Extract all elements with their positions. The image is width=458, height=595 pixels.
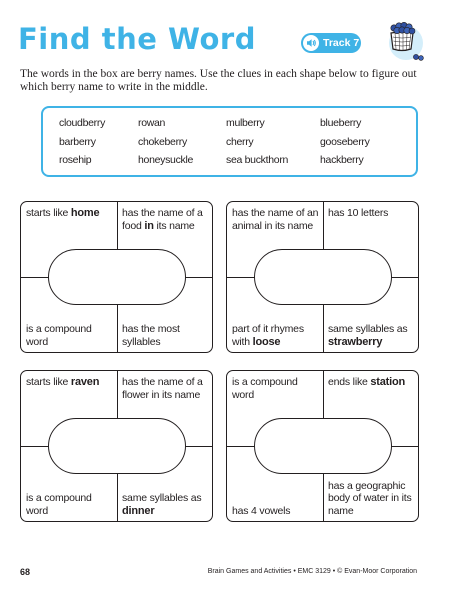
word-bank-item: cloudberry	[59, 117, 106, 129]
clue-top-right: ends like station	[328, 376, 406, 388]
clue-top-right: has the name of a food in its name	[122, 207, 203, 232]
word-bank-item: hackberry	[320, 154, 364, 166]
clue-top-left: starts like raven	[26, 376, 100, 388]
track-label: Track 7	[323, 37, 360, 49]
clue-bottom-right: has the most syllables	[122, 323, 180, 348]
clue-bottom-right: same syllables as dinner	[122, 492, 202, 517]
clue-top-left: is a compound word	[232, 376, 298, 401]
word-bank-item: chokeberry	[138, 136, 187, 148]
answer-oval[interactable]	[254, 249, 392, 305]
word-bank-item: mulberry	[226, 117, 265, 129]
page-number: 68	[20, 567, 31, 577]
word-bank-item: cherry	[226, 136, 254, 148]
audio-track-button[interactable]	[301, 33, 361, 53]
puzzle-2	[226, 201, 419, 353]
clue-top-right: has the name of a flower in its name	[122, 376, 203, 401]
clue-bottom-left: is a compound word	[26, 492, 92, 517]
answer-oval[interactable]	[254, 418, 392, 474]
puzzle-1	[20, 201, 213, 353]
clue-bottom-left: part of it rhymes with loose	[232, 323, 304, 348]
word-bank-item: honeysuckle	[138, 154, 194, 166]
puzzle-3	[20, 370, 213, 522]
clue-top-left: starts like home	[26, 207, 100, 219]
clue-top-left: has the name of an animal in its name	[232, 207, 319, 232]
word-bank-item: rowan	[138, 117, 166, 129]
clue-top-right: has 10 letters	[328, 207, 389, 219]
word-bank-item: sea buckthorn	[226, 154, 289, 166]
word-bank-item: rosehip	[59, 154, 92, 166]
clue-bottom-right: same syllables as strawberry	[328, 323, 408, 348]
footer-credit: Brain Games and Activities • EMC 3129 • © Evan-Moor Corporation	[207, 568, 417, 575]
word-bank-item: gooseberry	[320, 136, 370, 148]
word-bank-item: barberry	[59, 136, 96, 148]
instructions: The words in the box are berry names. Use the clues in each shape below to figure out which berry name to write in the middle.	[20, 68, 417, 93]
answer-oval[interactable]	[48, 418, 186, 474]
word-bank-item: blueberry	[320, 117, 362, 129]
word-bank	[41, 106, 418, 177]
clue-bottom-right: has a geographic body of water in its name	[328, 479, 412, 517]
puzzle-4	[226, 370, 419, 522]
answer-oval[interactable]	[48, 249, 186, 305]
clue-bottom-left: has 4 vowels	[232, 504, 291, 517]
page-title: Find the Word	[18, 22, 256, 56]
clue-bottom-left: is a compound word	[26, 323, 92, 348]
speaker-icon	[303, 35, 319, 51]
berry-basket-logo	[377, 16, 427, 62]
